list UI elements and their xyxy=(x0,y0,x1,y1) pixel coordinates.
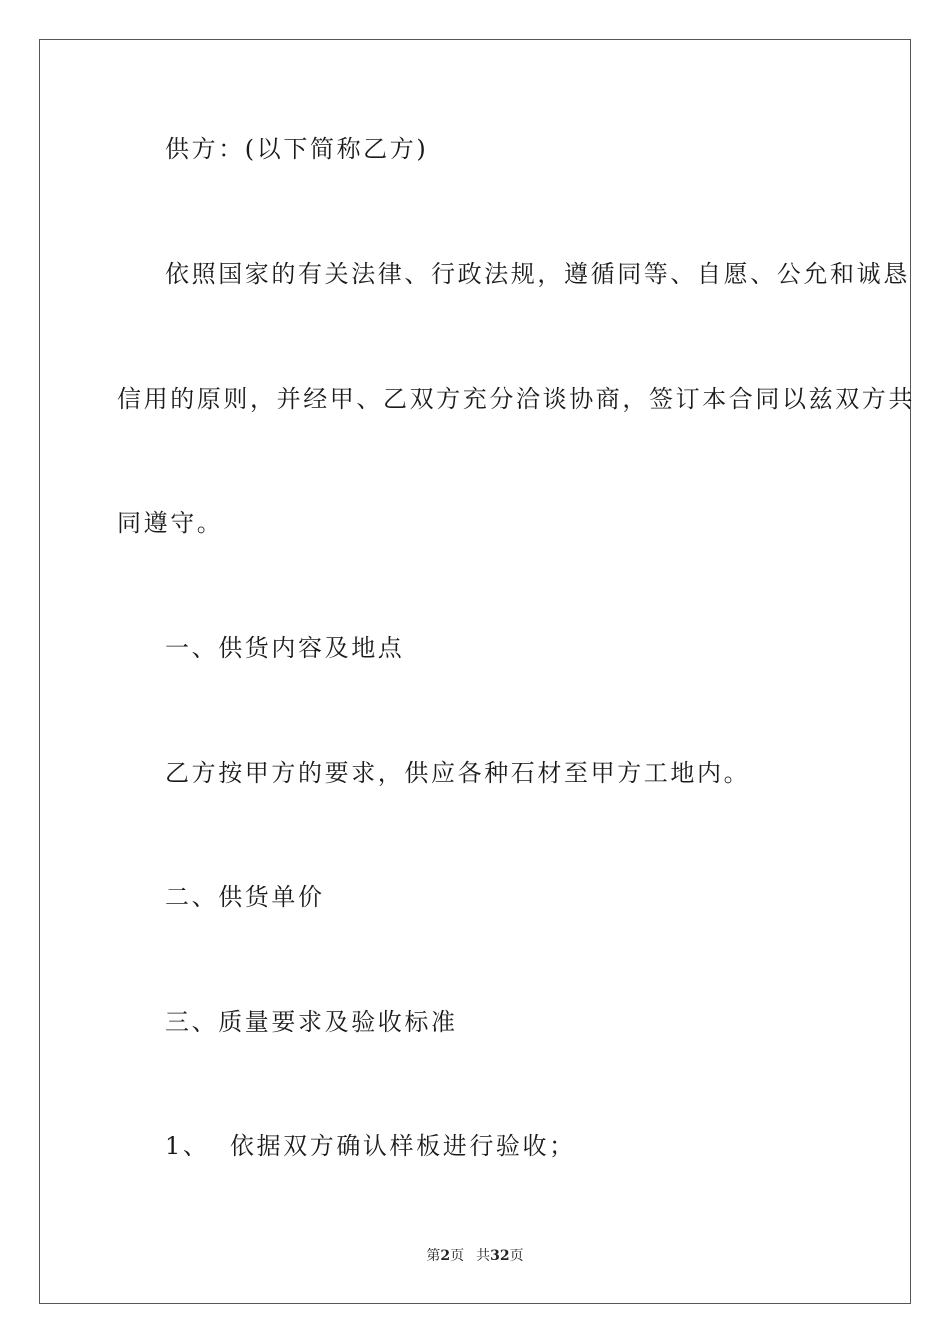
section-1-text: 乙方按甲方的要求，供应各种石材至甲方工地内。 xyxy=(165,759,751,787)
paragraph-line-1: 依照国家的有关法律、行政法规，遵循同等、自愿、公允和诚恳 xyxy=(165,260,910,288)
list-item-1: 1、 依据双方确认样板进行验收； xyxy=(165,1132,576,1160)
total-pages: 32 xyxy=(490,1248,510,1264)
page-footer xyxy=(0,1247,950,1265)
section-heading-2: 二、供货单价 xyxy=(165,883,325,911)
page-suffix: 页 xyxy=(450,1248,465,1264)
paragraph-line-2: 信用的原则，并经甲、乙双方充分洽谈协商，签订本合同以兹双方共 xyxy=(117,385,915,413)
section-heading-3: 三、质量要求及验收标准 xyxy=(165,1008,458,1036)
supplier-line: 供方：(以下简称乙方) xyxy=(165,135,429,163)
total-prefix: 共 xyxy=(476,1248,491,1264)
section-heading-1: 一、供货内容及地点 xyxy=(165,634,405,662)
page-border xyxy=(39,39,915,1304)
page-number: 2 xyxy=(440,1248,451,1264)
paragraph-line-3: 同遵守。 xyxy=(117,509,224,537)
total-suffix: 页 xyxy=(509,1248,524,1264)
page-prefix: 第 xyxy=(426,1248,441,1264)
